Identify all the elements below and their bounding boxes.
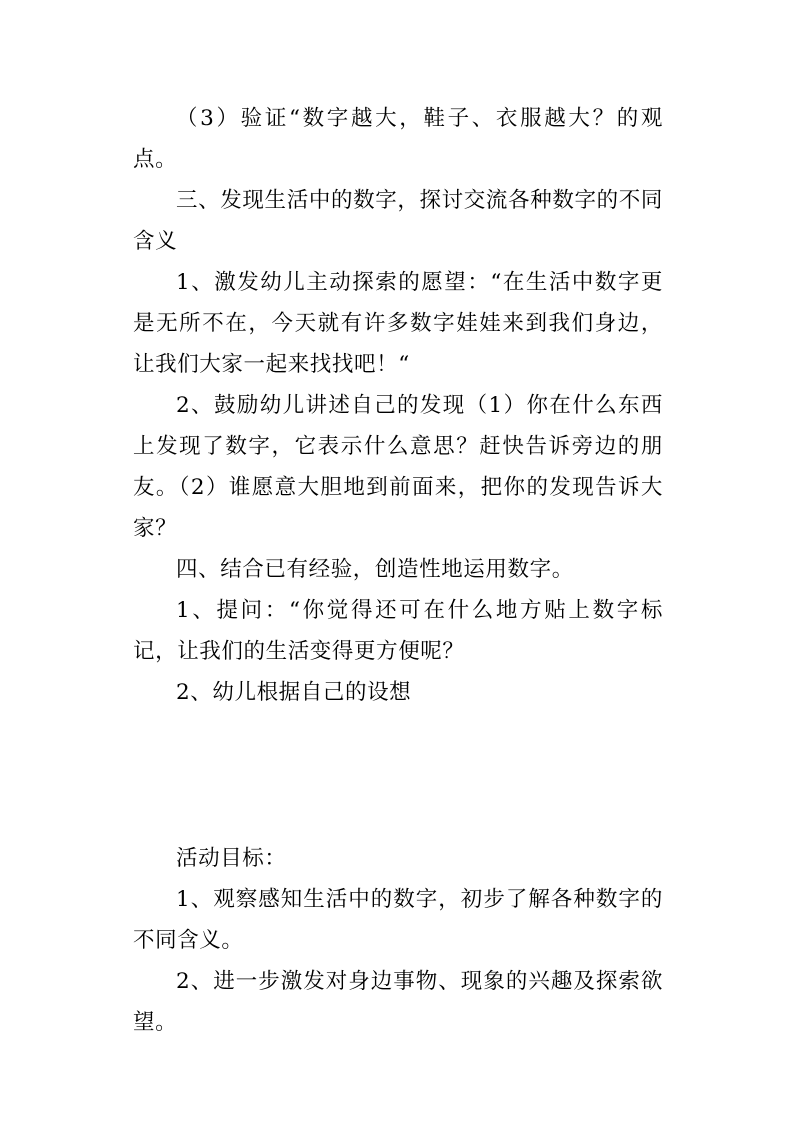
paragraph-step-2-children-ideas: 2、幼儿根据自己的设想: [176, 680, 412, 705]
paragraph-activity-goals-heading: 活动目标：: [176, 846, 287, 871]
section-spacer: [133, 713, 663, 838]
paragraph-step-1-motivate: 1、激发幼儿主动探索的愿望：“在生活中数字更是无所不在，今天就有许多数字娃娃来到我们身边，让我们大家一起来找找吧！“: [133, 270, 663, 377]
paragraph-section-three-heading: 三、发现生活中的数字，探讨交流各种数字的不同含义: [133, 188, 663, 254]
paragraph-step-1-question: 1、提问：“你觉得还可在什么地方贴上数字标记，让我们的生活变得更方便呢？: [133, 598, 663, 664]
paragraph-verify-viewpoint: （3）验证“数字越大，鞋子、衣服越大？的观点。: [133, 106, 663, 172]
paragraph-step-2-encourage: 2、鼓励幼儿讲述自己的发现（1）你在什么东西上发现了数字，它表示什么意思？赶快告诉旁边的朋友。（2）谁愿意大胆地到前面来，把你的发现告诉大家？: [133, 393, 663, 541]
document-body: [133, 98, 663, 1043]
paragraph-section-four-heading: 四、结合已有经验，创造性地运用数字。: [176, 557, 574, 582]
paragraph-goal-1: 1、观察感知生活中的数字，初步了解各种数字的不同含义。: [133, 887, 663, 953]
paragraph-goal-2: 2、进一步激发对身边事物、现象的兴趣及探索欲望。: [133, 969, 663, 1035]
